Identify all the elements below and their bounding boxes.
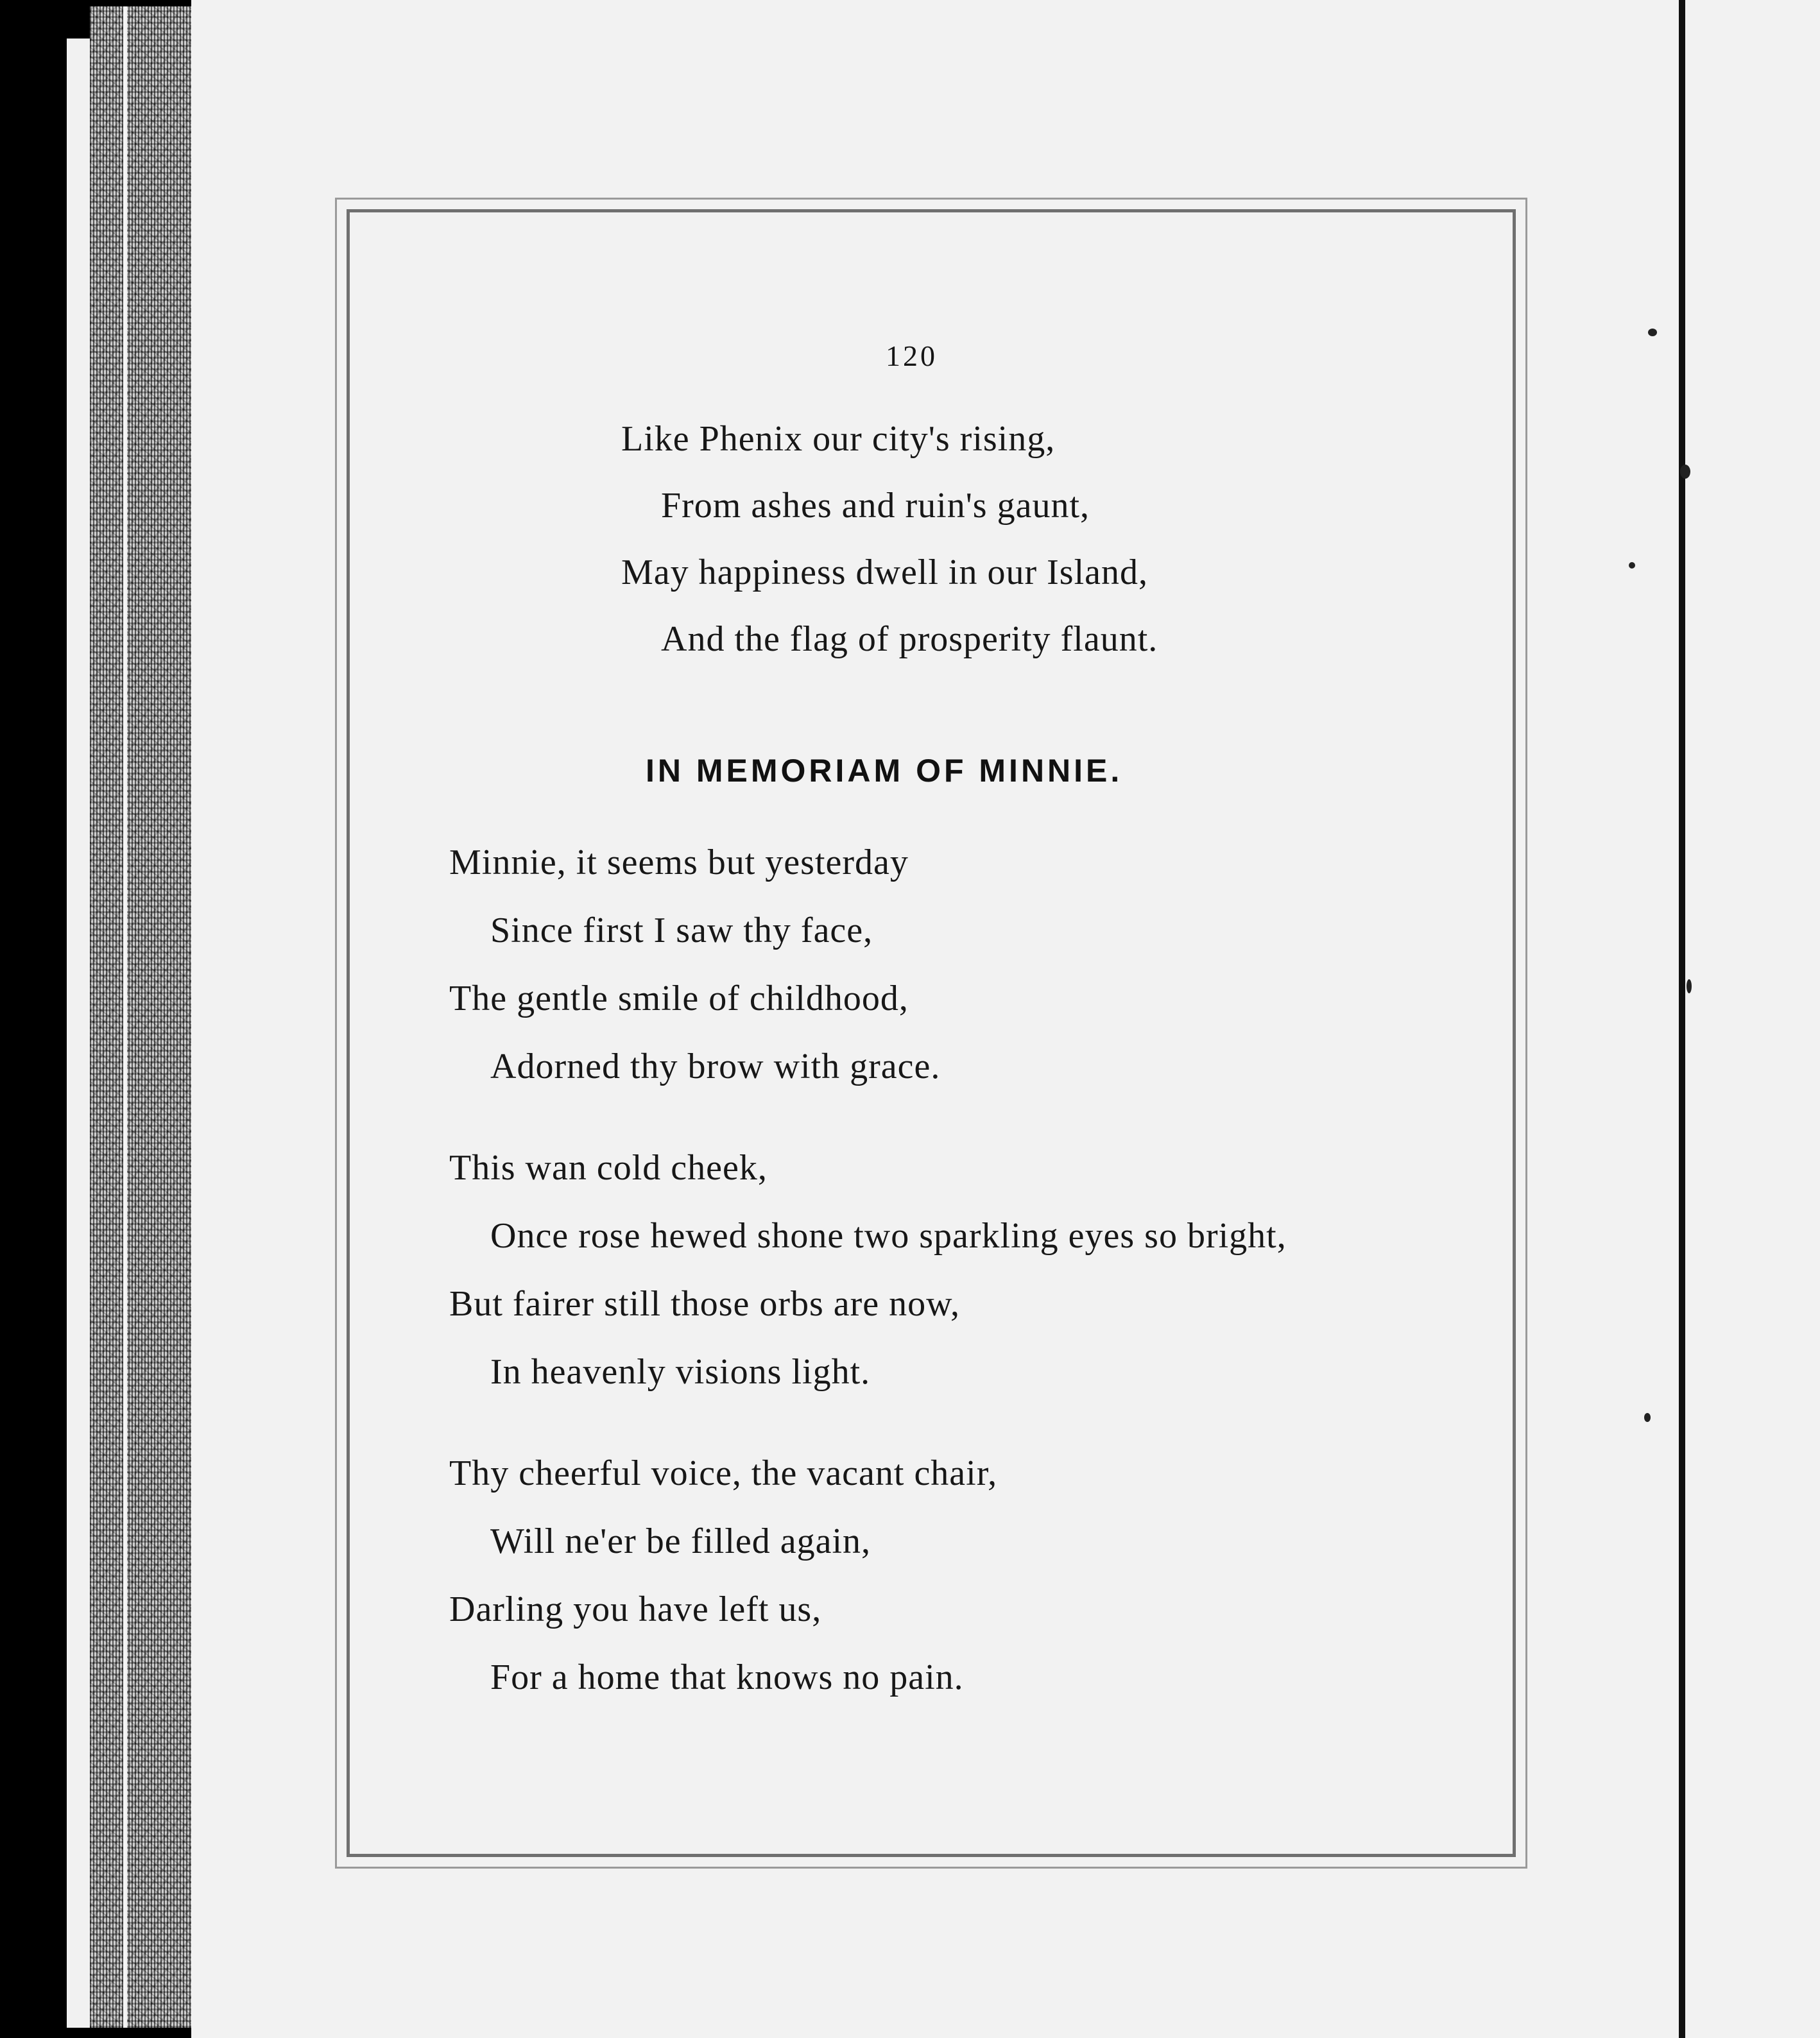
page-edges-highlight: [123, 6, 127, 2028]
page-edges: [90, 6, 191, 2028]
adjoining-page: [1685, 0, 1820, 2038]
scan-speck: [1648, 329, 1657, 336]
verse-line: Adorned thy brow with grace.: [490, 1047, 941, 1086]
verse-line: Since first I saw thy face,: [490, 911, 873, 950]
verse-line: The gentle smile of childhood,: [449, 979, 909, 1018]
scan-speck: [1629, 562, 1635, 569]
verse-line: In heavenly visions light.: [490, 1352, 871, 1392]
verse-line: This wan cold cheek,: [449, 1148, 768, 1188]
verse-line: Once rose hewed shone two sparkling eyes so bright,: [490, 1216, 1287, 1256]
verse-line: Darling you have left us,: [449, 1589, 822, 1629]
scan-speck: [1687, 979, 1692, 993]
verse-line: May happiness dwell in our Island,: [621, 552, 1148, 592]
scan-speck: [1644, 1413, 1651, 1422]
book-block-edge: [67, 39, 90, 2028]
verse-line: Like Phenix our city's rising,: [621, 419, 1056, 459]
verse-line: Minnie, it seems but yesterday: [449, 843, 909, 882]
verse-line: Thy cheerful voice, the vacant chair,: [449, 1453, 998, 1493]
scan-speck: [1680, 465, 1690, 479]
verse-line: For a home that knows no pain.: [490, 1657, 964, 1697]
poem-title: IN MEMORIAM OF MINNIE.: [646, 753, 1123, 789]
page-number: 120: [886, 339, 938, 372]
verse-line: Will ne'er be filled again,: [490, 1521, 871, 1561]
verse-line: But fairer still those orbs are now,: [449, 1284, 960, 1324]
verse-line: And the flag of prosperity flaunt.: [661, 619, 1158, 659]
verse-line: From ashes and ruin's gaunt,: [661, 486, 1090, 526]
